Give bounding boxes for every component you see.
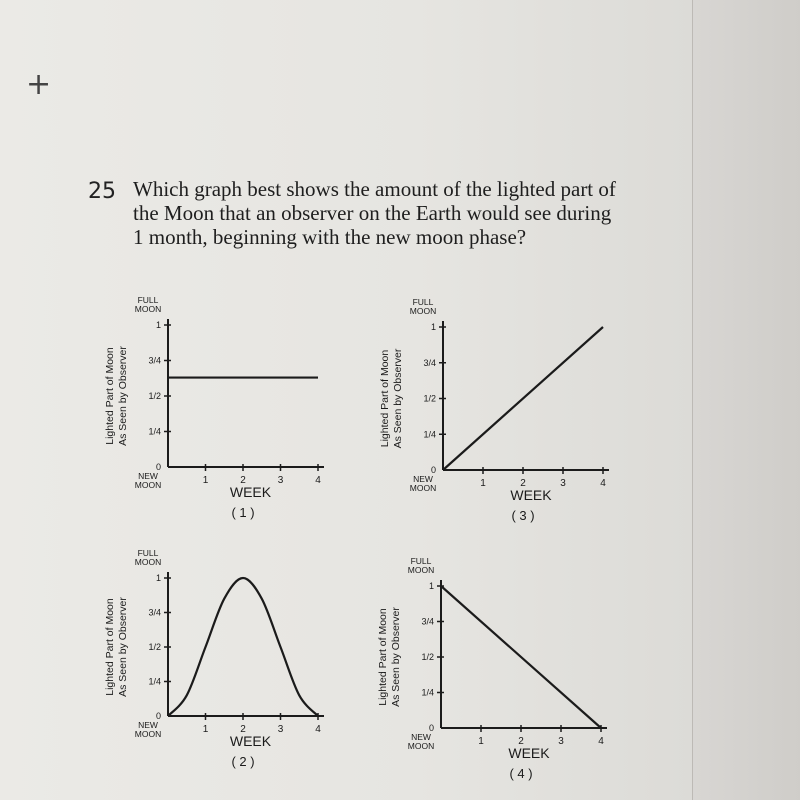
y-axis-title: As Seen by Observer [390, 607, 402, 707]
y-tick-label: 1/2 [421, 652, 434, 662]
x-tick-label: 4 [315, 475, 321, 486]
y-axis-title: Lighted Part of Moon [377, 608, 389, 706]
graph-caption: ( 3 ) [511, 508, 535, 523]
x-axis-title: WEEK [229, 733, 272, 749]
y-tick-label: 0 [155, 462, 161, 472]
y-tick-label: 1 [155, 320, 161, 330]
x-tick-label: 3 [277, 475, 284, 486]
y-tick-label: 1/4 [148, 676, 161, 687]
y-axis-title: As Seen by Observer [117, 597, 129, 697]
y-axis-title: Lighted Part of Moon [104, 347, 116, 445]
y-tick-label: 3/4 [421, 616, 434, 627]
full-moon-label: FULL [137, 295, 159, 305]
x-tick-label: 1 [480, 478, 486, 489]
question-text: Which graph best shows the amount of the lighted part of the Moon that an observer on the Earth would see during 1 month, beginning with the new moon phase? [133, 177, 616, 249]
x-tick-label: 1 [478, 736, 484, 747]
y-tick-label: 1/2 [148, 391, 161, 401]
new-moon-label: MOON [134, 480, 162, 490]
new-moon-label: MOON [134, 729, 162, 739]
y-tick-label: 1 [155, 573, 161, 583]
x-tick-label: 1 [202, 724, 209, 735]
new-moon-label: MOON [409, 483, 437, 493]
y-tick-label: 1/4 [148, 426, 161, 437]
x-axis-title: WEEK [508, 745, 550, 761]
y-tick-label: 0 [155, 711, 161, 721]
x-tick-label: 3 [558, 736, 564, 747]
y-tick-label: 1/2 [423, 393, 436, 404]
y-tick-label: 3/4 [148, 355, 161, 366]
new-moon-label: NEW [138, 471, 158, 481]
x-tick-label: 4 [600, 478, 606, 489]
new-moon-label: NEW [138, 720, 158, 730]
full-moon-label: MOON [134, 304, 162, 314]
y-tick-label: 1/4 [421, 687, 434, 698]
x-tick-label: 2 [240, 724, 246, 735]
graph-caption: ( 4 ) [509, 766, 533, 781]
y-tick-label: 3/4 [423, 357, 436, 368]
full-moon-label: FULL [410, 556, 432, 566]
series-line [441, 586, 601, 728]
y-tick-label: 1/4 [423, 429, 436, 440]
y-tick-label: 3/4 [148, 607, 161, 618]
y-axis-title: As Seen by Observer [117, 346, 129, 446]
question-number: 25 [88, 179, 116, 204]
y-tick-label: 0 [430, 465, 436, 475]
y-axis-title: As Seen by Observer [392, 348, 404, 449]
full-moon-label: MOON [409, 306, 437, 316]
y-tick-label: 1 [428, 581, 434, 591]
new-moon-label: NEW [413, 474, 433, 484]
full-moon-label: FULL [137, 548, 159, 558]
x-tick-label: 1 [202, 475, 209, 486]
x-tick-label: 2 [520, 478, 526, 489]
x-tick-label: 3 [560, 478, 566, 489]
graph-caption: ( 2 ) [231, 754, 255, 769]
y-tick-label: 1 [430, 322, 436, 332]
y-tick-label: 1/2 [148, 642, 161, 652]
x-axis-title: WEEK [510, 487, 552, 503]
x-tick-label: 3 [277, 724, 284, 735]
y-tick-label: 0 [428, 723, 434, 733]
full-moon-label: MOON [134, 557, 162, 567]
full-moon-label: FULL [412, 297, 434, 307]
registration-mark: + [26, 67, 52, 102]
x-axis-title: WEEK [229, 484, 272, 500]
x-tick-label: 4 [315, 724, 321, 735]
new-moon-label: NEW [411, 732, 431, 742]
full-moon-label: MOON [407, 565, 435, 575]
x-tick-label: 2 [240, 475, 246, 486]
graph-caption: ( 1 ) [231, 505, 255, 520]
new-moon-label: MOON [407, 741, 435, 751]
x-tick-label: 4 [598, 736, 604, 747]
y-axis-title: Lighted Part of Moon [379, 349, 391, 448]
x-tick-label: 2 [518, 736, 524, 747]
y-axis-title: Lighted Part of Moon [104, 598, 116, 696]
